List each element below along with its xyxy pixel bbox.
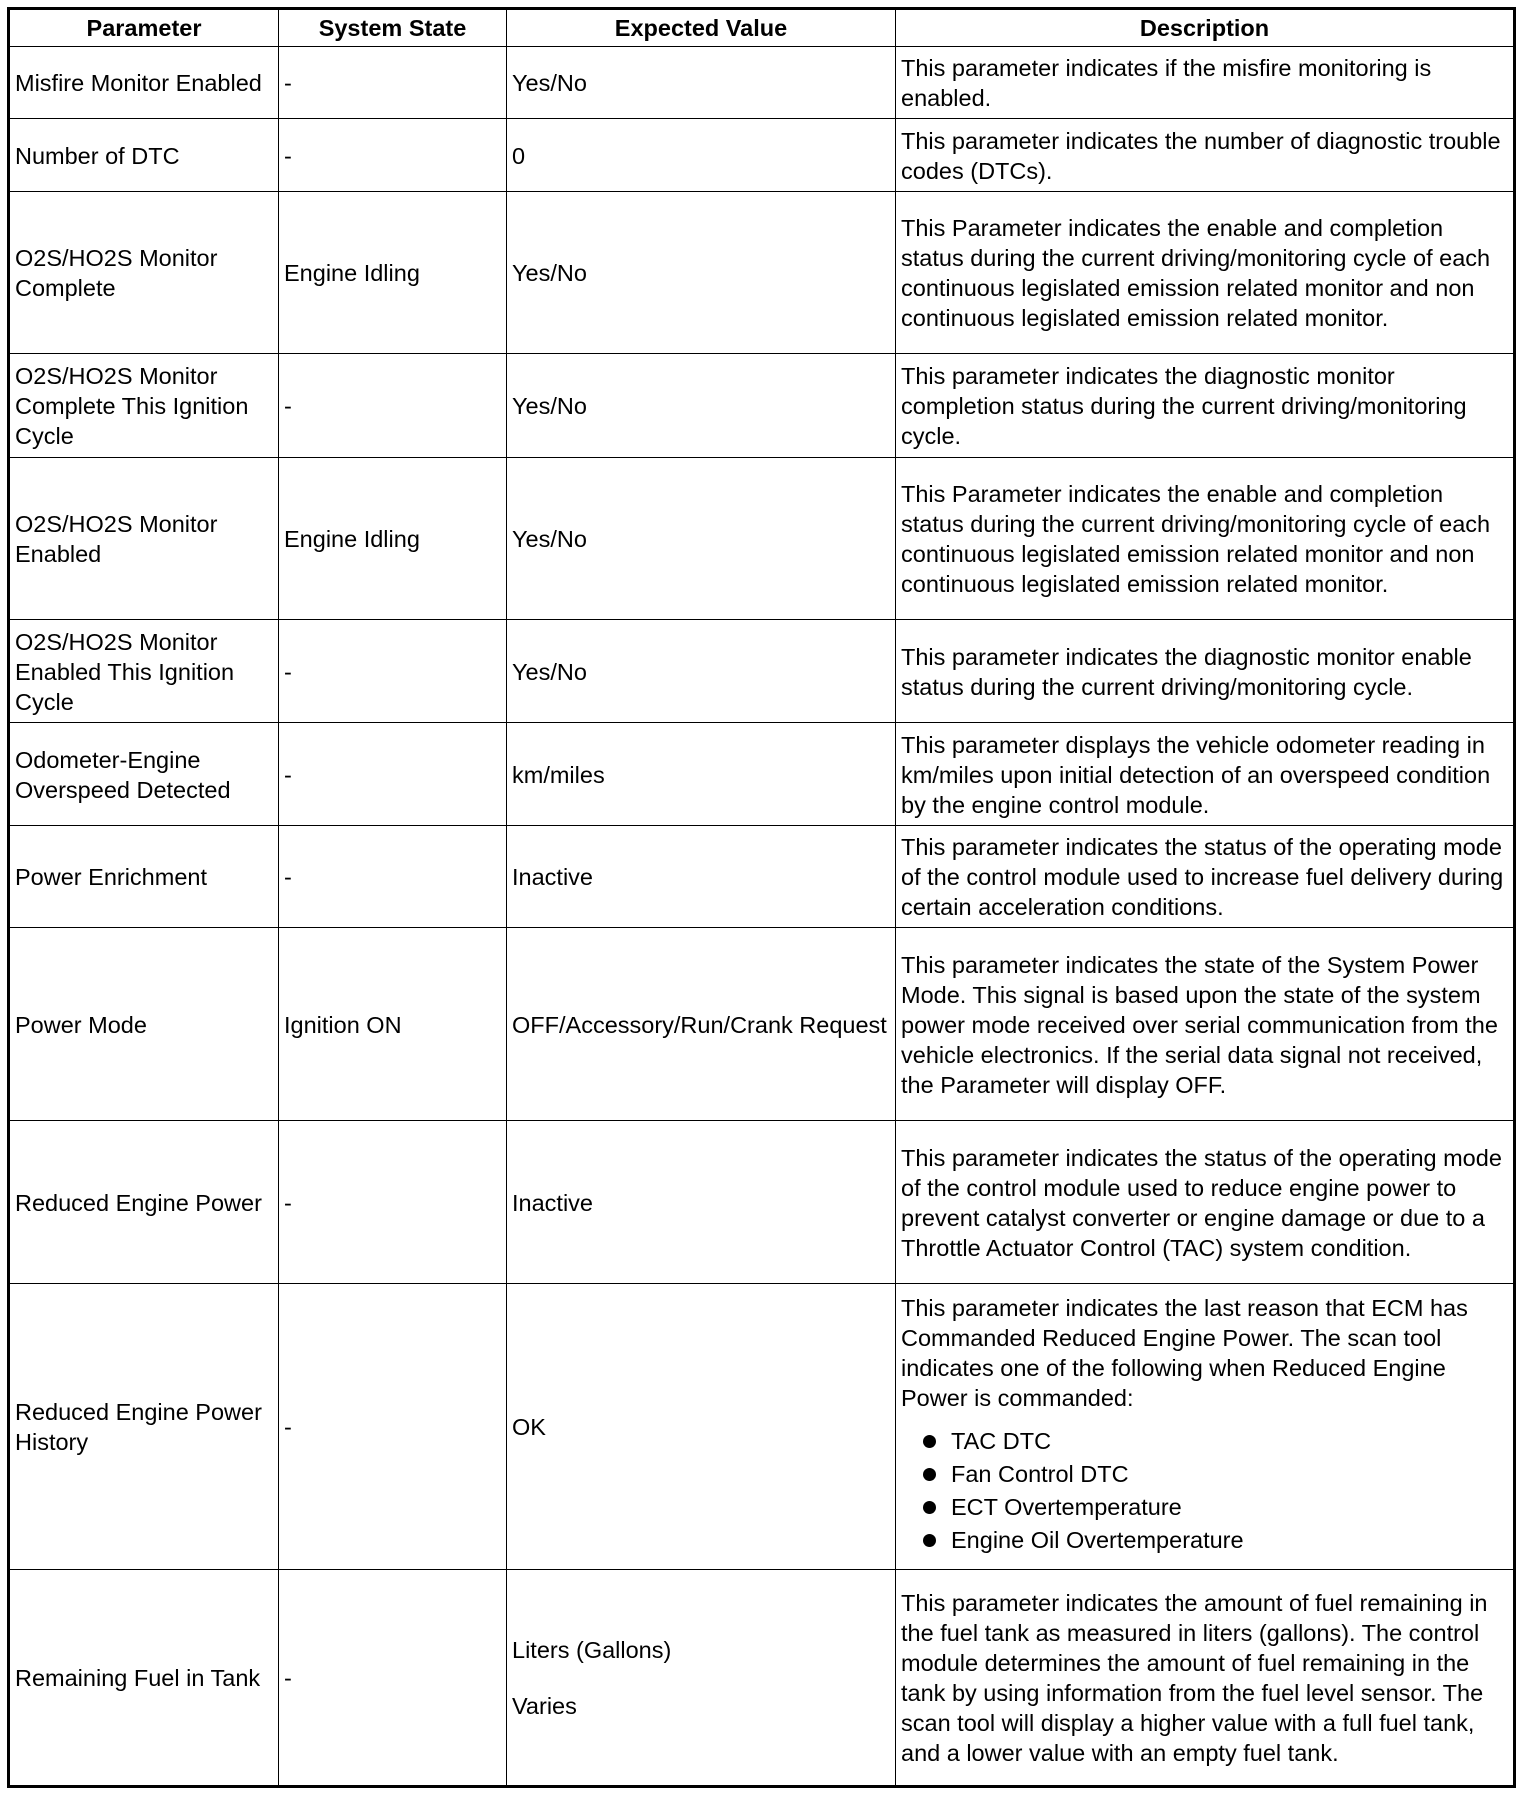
reason-list [901, 1425, 1510, 1557]
cell-expected: Yes/No [507, 354, 896, 458]
cell-state: - [279, 620, 507, 723]
cell-expected: OK [507, 1284, 896, 1570]
cell-parameter: Odometer-Engine Overspeed Detected [9, 723, 279, 826]
header-expected-value: Expected Value [507, 9, 896, 47]
cell-description: This parameter indicates if the misfire monitoring is enabled. [896, 47, 1515, 119]
table-row [9, 192, 1515, 354]
cell-expected: 0 [507, 119, 896, 192]
cell-state: - [279, 723, 507, 826]
header-system-state: System State [279, 9, 507, 47]
cell-state: Engine Idling [279, 192, 507, 354]
cell-expected: OFF/Accessory/Run/Crank Request [507, 928, 896, 1121]
cell-parameter: Misfire Monitor Enabled [9, 47, 279, 119]
cell-state: Ignition ON [279, 928, 507, 1121]
cell-state: - [279, 1121, 507, 1284]
cell-expected: Yes/No [507, 192, 896, 354]
cell-parameter: Reduced Engine Power [9, 1121, 279, 1284]
table-row [9, 1284, 1515, 1570]
table-row [9, 47, 1515, 119]
cell-description [896, 1284, 1515, 1570]
cell-expected: Yes/No [507, 458, 896, 620]
cell-description: This parameter indicates the amount of fuel remaining in the fuel tank as measured in liters (gallons). The control module determines the amount of fuel remaining in the tank by using information from the fuel level sensor. The scan tool will display a higher value with a full fuel tank, and a lower value with an empty fuel tank. [896, 1570, 1515, 1787]
cell-expected: Yes/No [507, 47, 896, 119]
cell-state: - [279, 47, 507, 119]
list-item: Engine Oil Overtemperature [923, 1524, 1510, 1557]
cell-description: This parameter displays the vehicle odometer reading in km/miles upon initial detection of an overspeed condition by the engine control module. [896, 723, 1515, 826]
table-row [9, 723, 1515, 826]
cell-expected [507, 1570, 896, 1787]
cell-parameter: Power Mode [9, 928, 279, 1121]
table-row [9, 826, 1515, 928]
cell-state: - [279, 1284, 507, 1570]
cell-parameter: Remaining Fuel in Tank [9, 1570, 279, 1787]
cell-parameter: Reduced Engine Power History [9, 1284, 279, 1570]
description-text: This parameter indicates the last reason that ECM has Commanded Reduced Engine Power. The scan tool indicates one of the following when Reduced Engine Power is commanded: [901, 1295, 1468, 1411]
cell-description: This parameter indicates the status of the operating mode of the control module used to reduce engine power to prevent catalyst converter or engine damage or due to a Throttle Actuator Control (TAC) system condition. [896, 1121, 1515, 1284]
cell-state: - [279, 119, 507, 192]
cell-state: - [279, 826, 507, 928]
cell-parameter: O2S/HO2S Monitor Enabled [9, 458, 279, 620]
table-row [9, 928, 1515, 1121]
table-row [9, 354, 1515, 458]
table-row [9, 1570, 1515, 1787]
expected-varies: Varies [512, 1693, 577, 1719]
list-item: TAC DTC [923, 1425, 1510, 1458]
table-row [9, 620, 1515, 723]
cell-parameter: O2S/HO2S Monitor Complete This Ignition Cycle [9, 354, 279, 458]
cell-expected: Inactive [507, 826, 896, 928]
cell-parameter: O2S/HO2S Monitor Complete [9, 192, 279, 354]
header-parameter: Parameter [9, 9, 279, 47]
cell-expected: Inactive [507, 1121, 896, 1284]
cell-expected: km/miles [507, 723, 896, 826]
cell-description: This parameter indicates the state of the System Power Mode. This signal is based upon the state of the system power mode received over serial communication from the vehicle electronics. If the serial data signal not received, the Parameter will display OFF. [896, 928, 1515, 1121]
header-row [9, 9, 1515, 47]
parameter-table [7, 7, 1516, 1788]
table-row [9, 119, 1515, 192]
expected-unit: Liters (Gallons) [512, 1637, 672, 1663]
table-row [9, 1121, 1515, 1284]
cell-parameter: Number of DTC [9, 119, 279, 192]
cell-description: This Parameter indicates the enable and completion status during the current driving/monitoring cycle of each continuous legislated emission related monitor and non continuous legislated emission related monitor. [896, 458, 1515, 620]
cell-parameter: O2S/HO2S Monitor Enabled This Ignition Cycle [9, 620, 279, 723]
cell-description: This parameter indicates the diagnostic monitor completion status during the current driving/monitoring cycle. [896, 354, 1515, 458]
cell-description: This Parameter indicates the enable and completion status during the current driving/monitoring cycle of each continuous legislated emission related monitor and non continuous legislated emission related monitor. [896, 192, 1515, 354]
table-row [9, 458, 1515, 620]
cell-state: Engine Idling [279, 458, 507, 620]
cell-parameter: Power Enrichment [9, 826, 279, 928]
list-item: ECT Overtemperature [923, 1491, 1510, 1524]
header-description: Description [896, 9, 1515, 47]
cell-description: This parameter indicates the status of the operating mode of the control module used to increase fuel delivery during certain acceleration conditions. [896, 826, 1515, 928]
cell-state: - [279, 354, 507, 458]
cell-state: - [279, 1570, 507, 1787]
cell-expected: Yes/No [507, 620, 896, 723]
list-item: Fan Control DTC [923, 1458, 1510, 1491]
cell-description: This parameter indicates the number of diagnostic trouble codes (DTCs). [896, 119, 1515, 192]
cell-description: This parameter indicates the diagnostic monitor enable status during the current driving/monitoring cycle. [896, 620, 1515, 723]
